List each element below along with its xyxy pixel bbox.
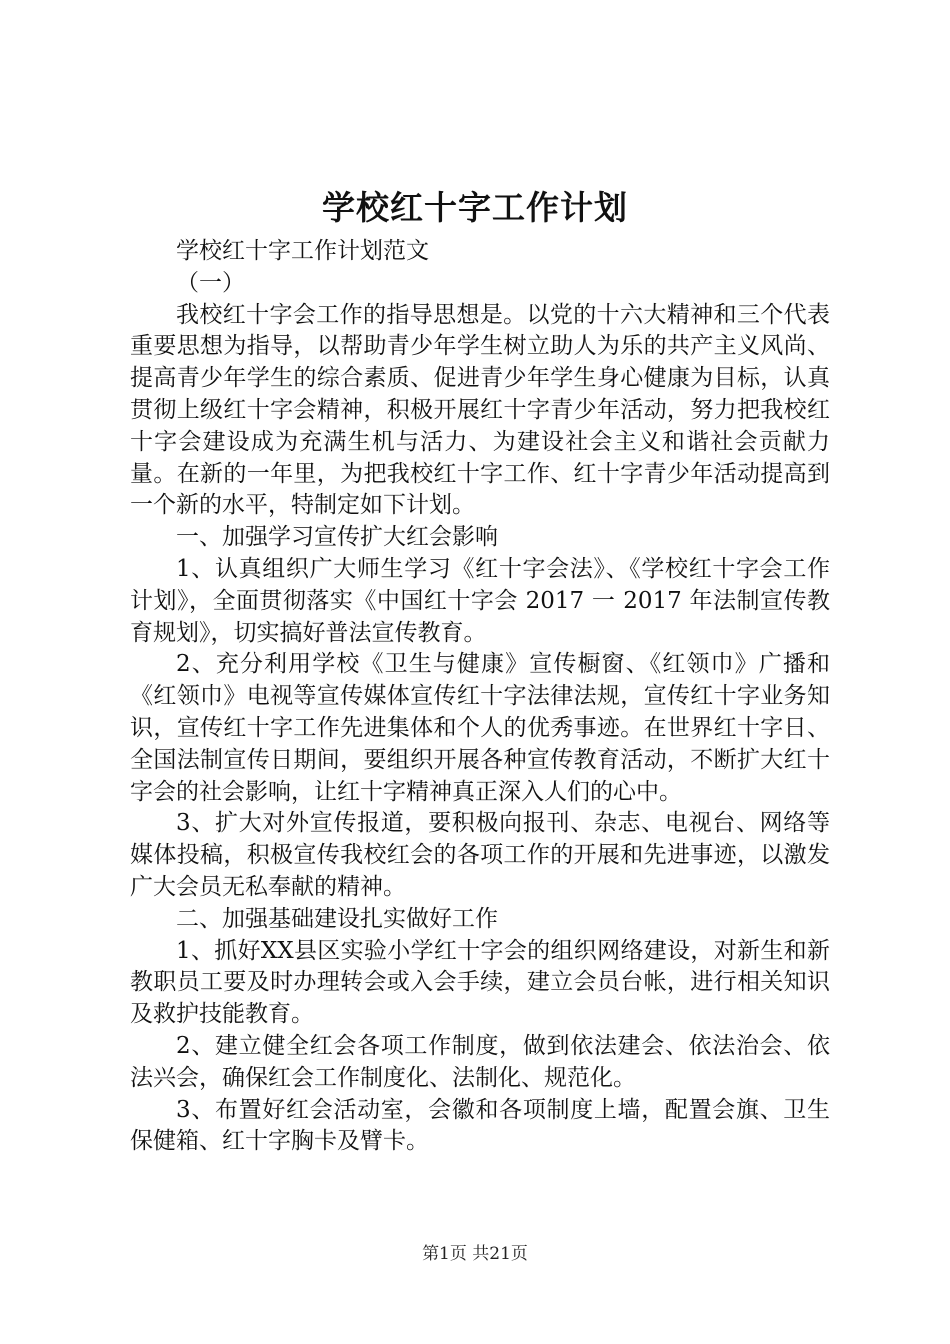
document-body <box>130 236 830 1158</box>
item-paragraph: 3、布置好红会活动室，会徽和各项制度上墙，配置会旗、卫生保健箱、红十字胸卡及臂卡。 <box>130 1096 830 1155</box>
item-paragraph: 1、抓好XX县区实验小学红十字会的组织网络建设，对新生和新教职员工要及时办理转会或入会手续，建立会员台帐，进行相关知识及救护技能教育。 <box>130 937 830 1028</box>
section-heading-2: 二、加强基础建设扎实做好工作 <box>176 905 498 932</box>
item-paragraph: 2、充分利用学校《卫生与健康》宣传橱窗、《红领巾》广播和《红领巾》电视等宣传媒体宣传红十字法律法规，宣传红十字业务知识，宣传红十字工作先进集体和个人的优秀事迹。在世界红十字日、全国法制宣传日期间，要组织开展各种宣传教育活动，不断扩大红十字会的社会影响，让红十字精神真正深入人们的心中。 <box>130 651 830 805</box>
section-heading-1: 一、加强学习宣传扩大红会影响 <box>176 524 498 551</box>
item-paragraph: 1、认真组织广大师生学习《红十字会法》、《学校红十字会工作计划》，全面贯彻落实《中国红十字会 2017 一 2017 年法制宣传教育规划》，切实搞好普法宣传教育。 <box>130 555 830 646</box>
document-title: 学校红十字工作计划 <box>322 188 628 227</box>
section-number: （一） <box>176 269 245 296</box>
intro-paragraph: 我校红十字会工作的指导思想是。以党的十六大精神和三个代表重要思想为指导，以帮助青少年学生树立助人为乐的共产主义风尚、提高青少年学生的综合素质、促进青少年学生身心健康为目标，认真贯彻上级红十字会精神，积极开展红十字青少年活动，努力把我校红十字会建设成为充满生机与活力、为建设社会主义和谐社会贡献力量。在新的一年里，为把我校红十字工作、红十字青少年活动提高到一个新的水平，特制定如下计划。 <box>130 301 830 519</box>
item-paragraph: 3、扩大对外宣传报道，要积极向报刊、杂志、电视台、网络等媒体投稿，积极宣传我校红会的各项工作的开展和先进事迹，以激发广大会员无私奉献的精神。 <box>130 810 830 900</box>
subtitle-paragraph: 学校红十字工作计划范文 <box>176 238 429 264</box>
page-number-footer: 第1页 共21页 <box>422 1244 528 1264</box>
item-paragraph: 2、建立健全红会各项工作制度，做到依法建会、依法治会、依法兴会，确保红会工作制度化、法制化、规范化。 <box>130 1032 830 1091</box>
